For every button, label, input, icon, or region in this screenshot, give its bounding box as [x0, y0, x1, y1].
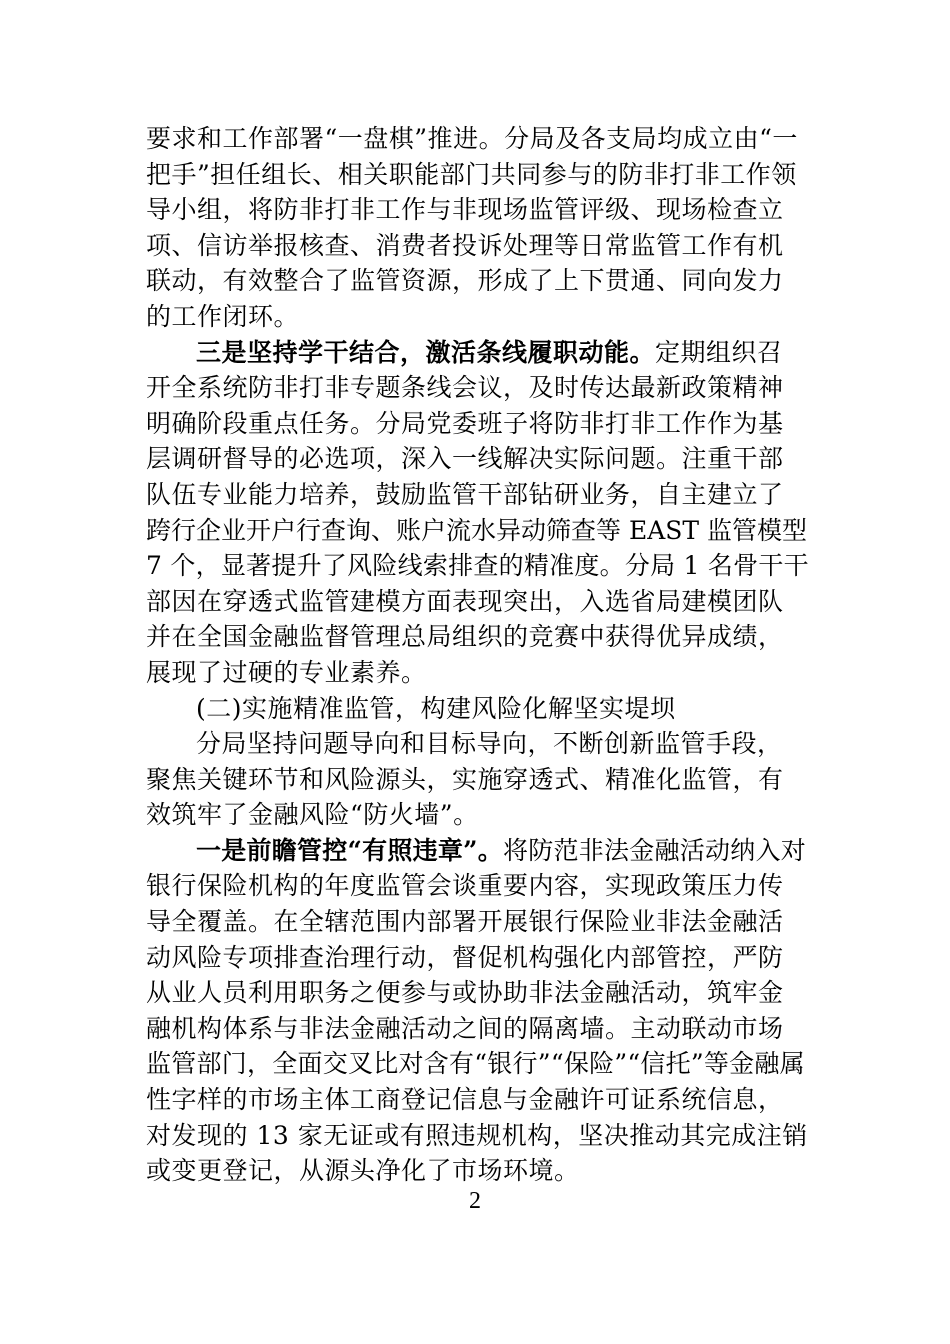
line-text: 项、信访举报核查、消费者投诉处理等日常监管工作有机 — [146, 230, 784, 260]
line-text: 对发现的 13 家无证或有照违规机构，坚决推动其完成注销 — [146, 1120, 808, 1150]
text-line — [146, 370, 811, 406]
text-line — [146, 263, 811, 299]
text-line — [146, 904, 811, 940]
line-text: 跨行企业开户行查询、账户流水异动筛查等 EAST 监管模型 — [146, 515, 808, 545]
text-line — [146, 548, 811, 584]
text-line — [146, 619, 811, 655]
line-text: 导小组，将防非打非工作与非现场监管评级、现场检查立 — [146, 195, 784, 225]
text-line — [146, 406, 811, 442]
text-line — [146, 940, 811, 976]
line-text: 动风险专项排查治理行动，督促机构强化内部管控，严防 — [146, 942, 784, 972]
text-line — [146, 299, 811, 335]
line-text: 的工作闭环。 — [146, 301, 300, 331]
text-line — [146, 1153, 811, 1189]
text-line — [146, 584, 811, 620]
text-line — [146, 228, 811, 264]
line-text: 队伍专业能力培养，鼓励监管干部钻研业务，自主建立了 — [146, 479, 784, 509]
line-text: 7 个，显著提升了风险线索排查的精准度。分局 1 名骨干干 — [146, 551, 809, 581]
body-text — [146, 121, 811, 1189]
bold-heading: 三是坚持学干结合，激活条线履职动能。 — [196, 337, 656, 367]
line-text: 聚焦关键环节和风险源头，实施穿透式、精准化监管，有 — [146, 764, 784, 794]
text-line — [146, 655, 811, 691]
line-text: 效筑牢了金融风险“防火墙”。 — [146, 800, 479, 830]
line-text: 融机构体系与非法金融活动之间的隔离墙。主动联动市场 — [146, 1013, 784, 1043]
line-text: 展现了过硬的专业素养。 — [146, 657, 427, 687]
text-line — [146, 477, 811, 513]
text-line — [146, 1082, 811, 1118]
text-line — [146, 833, 811, 869]
text-line — [146, 691, 811, 727]
line-text: 把手”担任组长、相关职能部门共同参与的防非打非工作领 — [146, 159, 797, 189]
line-text: 并在全国金融监督管理总局组织的竞赛中获得优异成绩， — [146, 622, 784, 652]
line-text: 分局坚持问题导向和目标导向，不断创新监管手段， — [196, 729, 783, 759]
line-text: 从业人员利用职务之便参与或协助非法金融活动，筑牢金 — [146, 978, 784, 1008]
text-line — [146, 192, 811, 228]
line-text: 开全系统防非打非专题条线会议，及时传达最新政策精神 — [146, 373, 784, 403]
line-text: (二)实施精准监管，构建风险化解坚实堤坝 — [196, 693, 676, 723]
line-text: 将防范非法金融活动纳入对 — [503, 835, 807, 865]
line-text: 明确阶段重点任务。分局党委班子将防非打非工作作为基 — [146, 408, 784, 438]
text-line — [146, 1011, 811, 1047]
text-line — [146, 157, 811, 193]
text-line — [146, 868, 811, 904]
line-text: 联动，有效整合了监管资源，形成了上下贯通、同向发力 — [146, 266, 784, 296]
text-line — [146, 1118, 811, 1154]
line-text: 或变更登记，从源头净化了市场环境。 — [146, 1156, 580, 1186]
text-line — [146, 726, 811, 762]
page-number: 2 — [469, 1188, 481, 1214]
line-text: 定期组织召 — [655, 337, 783, 367]
text-line — [146, 121, 811, 157]
line-text: 部因在穿透式监管建模方面表现突出，入选省局建模团队 — [146, 586, 784, 616]
line-text: 银行保险机构的年度监管会谈重要内容，实现政策压力传 — [146, 871, 784, 901]
bold-heading: 一是前瞻管控“有照违章”。 — [196, 835, 504, 865]
text-line — [146, 1046, 811, 1082]
text-line — [146, 441, 811, 477]
line-text: 监管部门，全面交叉比对含有“银行”“保险”“信托”等金融属 — [146, 1049, 805, 1079]
line-text: 层调研督导的必选项，深入一线解决实际问题。注重干部 — [146, 444, 784, 474]
line-text: 导全覆盖。在全辖范围内部署开展银行保险业非法金融活 — [146, 907, 784, 937]
text-line — [146, 762, 811, 798]
text-line — [146, 335, 811, 371]
text-line — [146, 975, 811, 1011]
line-text: 性字样的市场主体工商登记信息与金融许可证系统信息， — [146, 1085, 784, 1115]
text-line — [146, 797, 811, 833]
text-line — [146, 513, 811, 549]
line-text: 要求和工作部署“一盘棋”推进。分局及各支局均成立由“一 — [146, 124, 798, 153]
